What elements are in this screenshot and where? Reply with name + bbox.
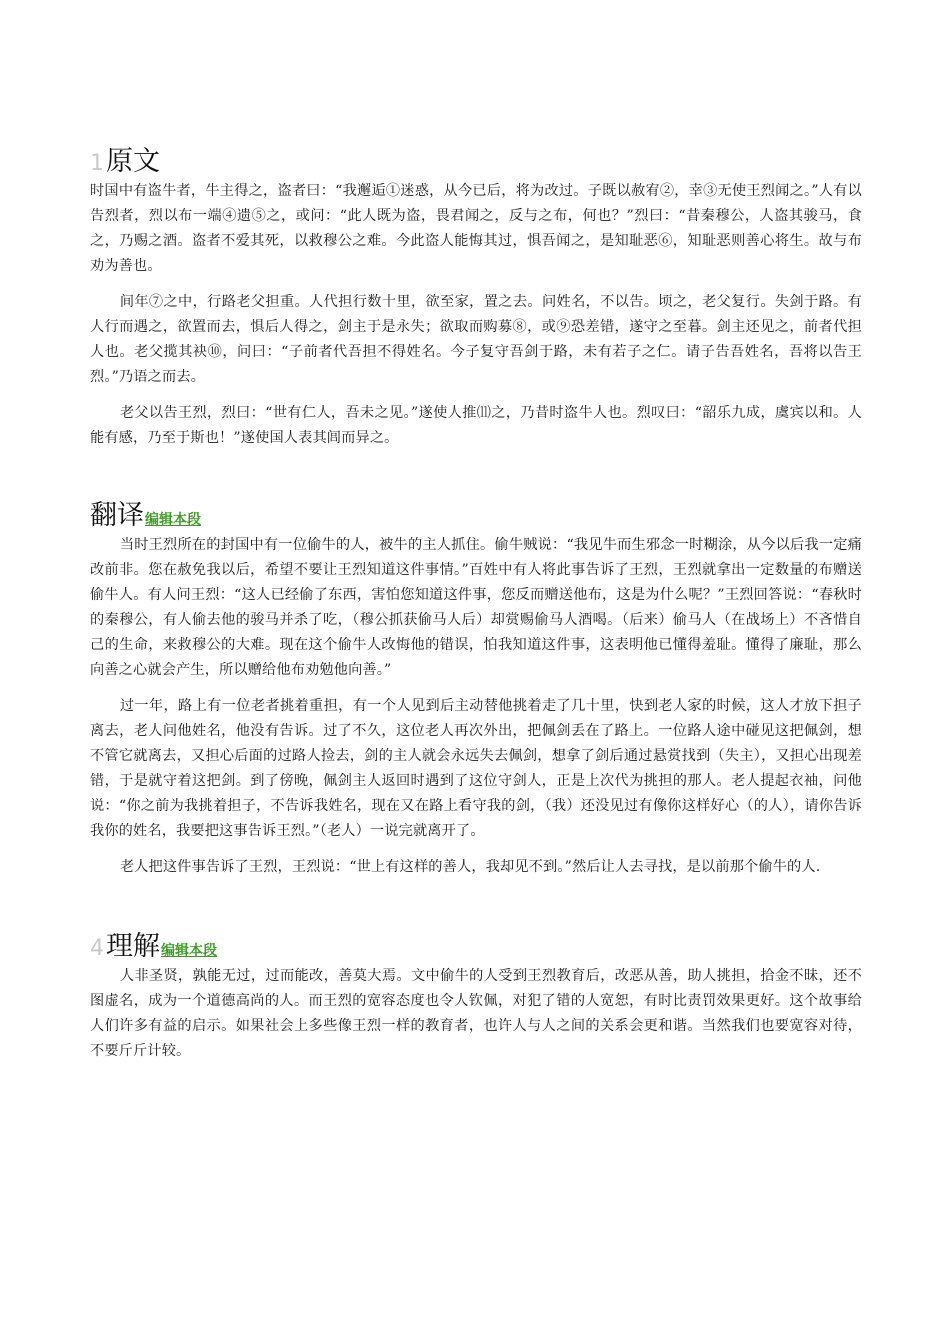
section-heading-translation bbox=[90, 502, 862, 529]
section-understanding bbox=[90, 933, 862, 1064]
translation-paragraph-3: 老人把这件事告诉了王烈，王烈说：“世上有这样的善人，我却见不到。”然后让人去寻找，是以前那个偷牛的人. bbox=[119, 859, 821, 875]
section-title-original: 原文 bbox=[106, 146, 160, 177]
edit-section-link[interactable]: 编辑本段 bbox=[145, 512, 201, 528]
section-title-understanding: 理解 bbox=[106, 931, 160, 962]
section-number: 1 bbox=[90, 151, 104, 176]
original-paragraph-1: 时国中有盗牛者，牛主得之，盗者曰：“我邂逅①迷惑，从今已后，将为改过。子既以赦宥②，幸③无使王烈闻之。”人有以告烈者，烈以布一端④遗⑤之，或问：“此人既为盗，畏君闻之，反与之布，何也？”烈曰：“昔秦穆公，人盗其骏马，食之，乃赐之酒。盗者不爱其死，以救穆公之难。今此盗人能悔其过，惧吾闻之，是知耻恶⑥，知耻恶则善心将生。故与布劝为善也。 bbox=[90, 183, 862, 274]
translation-paragraph-2: 过一年，路上有一位老者挑着重担，有一个人见到后主动替他挑着走了几十里，快到老人家的时候，这人才放下担子离去，老人问他姓名，他没有告诉。过了不久，这位老人再次外出，把佩剑丢在了路上。一位路人途中碰见这把佩剑，想不管它就离去，又担心后面的过路人捡去，剑的主人就会永远失去佩剑，想拿了剑后通过悬赏找到（失主），又担心出现差错，于是就守着这把剑。到了傍晚，佩剑主人返回时遇到了这位守剑人，正是上次代为挑担的那人。老人提起衣袖，问他说：“你之前为我挑着担子，不告诉我姓名，现在又在路上看守我的剑，（我）还没见过有像你这样好心（的人），请你告诉我你的姓名，我要把这事告诉王烈。”（老人）一说完就离开了。 bbox=[90, 698, 862, 839]
section-translation bbox=[90, 502, 862, 880]
section-original bbox=[90, 148, 862, 451]
original-paragraph-3: 老父以告王烈，烈曰：“世有仁人，吾未之见。”遂使人推⑾之，乃昔时盗牛人也。烈叹曰：“韶乐九成，虞宾以和。人能有感，乃至于斯也！”遂使国人表其闾而异之。 bbox=[90, 405, 862, 446]
section-heading-original bbox=[90, 148, 862, 175]
edit-section-link[interactable]: 编辑本段 bbox=[161, 943, 217, 959]
document-page bbox=[90, 148, 862, 1075]
translation-paragraph-1: 当时王烈所在的封国中有一位偷牛的人，被牛的主人抓住。偷牛贼说：“我见牛而生邪念一时糊涂，从今以后我一定痛改前非。您在赦免我以后，希望不要让王烈知道这件事情。”百姓中有人将此事告诉了王烈，王烈就拿出一定数量的布赠送偷牛人。有人问王烈：“这人已经偷了东西，害怕您知道这件事，您反而赠送他布，这是为什么呢？”王烈回答说：“春秋时的秦穆公，有人偷去他的骏马并杀了吃，（穆公抓获偷马人后）却赏赐偷马人酒喝。（后来）偷马人（在战场上）不吝惜自己的生命，来救穆公的大难。现在这个偷牛人改悔他的错误，怕我知道这件事，这表明他已懂得羞耻。懂得了廉耻，那么向善之心就会产生，所以赠给他布劝勉他向善。” bbox=[90, 537, 862, 678]
section-title-translation: 翻译 bbox=[90, 500, 144, 531]
original-paragraph-2: 间年⑦之中，行路老父担重。人代担行数十里，欲至家，置之去。问姓名，不以告。顷之，老父复行。失剑于路。有人行而遇之，欲置而去，惧后人得之，剑主于是永失；欲取而购募⑧，或⑨恐差错，遂守之至暮。剑主还见之，前者代担人也。老父揽其袂⑩，问曰：“子前者代吾担不得姓名。今子复守吾剑于路，未有若子之仁。请子告吾姓名，吾将以告王烈。”乃语之而去。 bbox=[90, 294, 862, 385]
section-heading-understanding bbox=[90, 933, 862, 960]
understanding-paragraph-1: 人非圣贤，孰能无过，过而能改，善莫大焉。文中偷牛的人受到王烈教育后，改恶从善，助人挑担，拾金不昧，还不图虚名，成为一个道德高尚的人。而王烈的宽容态度也令人钦佩，对犯了错的人宽恕，有时比责罚效果更好。这个故事给人们许多有益的启示。如果社会上多些像王烈一样的教育者，也许人与人之间的关系会更和谐。当然我们也要宽容对待，不要斤斤计较。 bbox=[90, 968, 862, 1059]
section-number: 4 bbox=[90, 936, 104, 961]
